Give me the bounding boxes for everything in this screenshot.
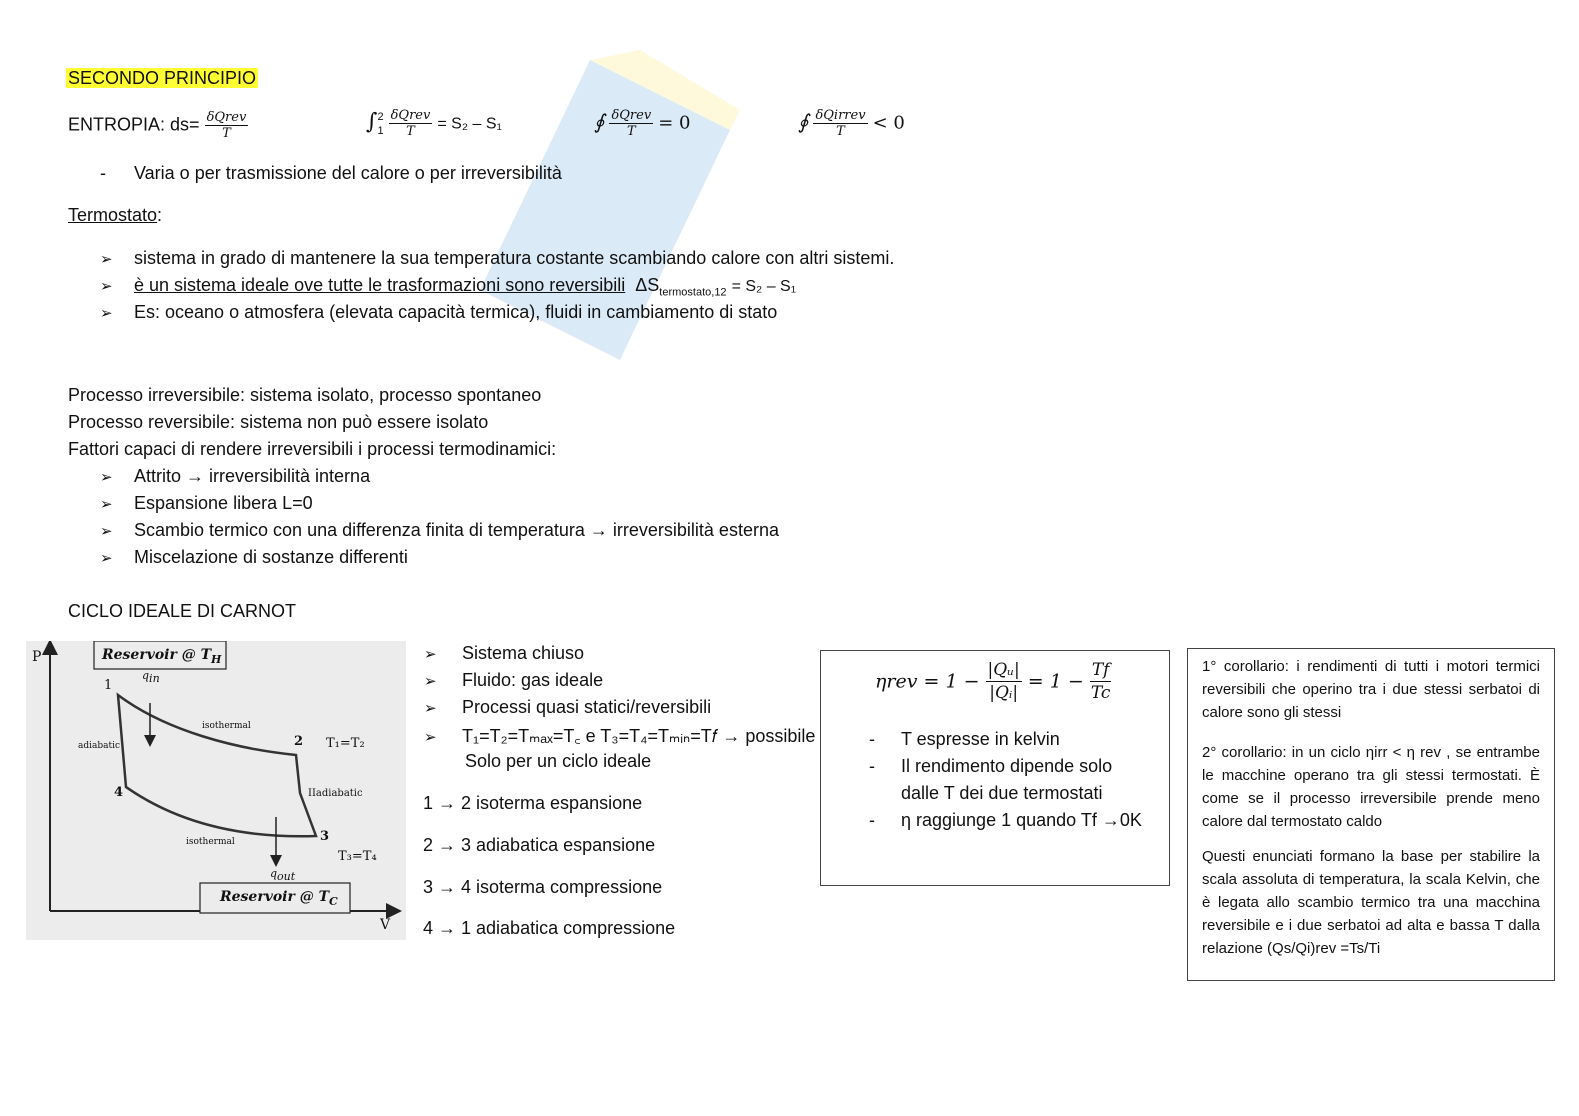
carnot-feature-cont: Solo per un ciclo ideale bbox=[465, 751, 652, 771]
efficiency-bullet: - Il rendimento dipende solo bbox=[869, 756, 1113, 776]
adiabatic-right-label: IIadiabatic bbox=[308, 788, 363, 799]
entropy-definition bbox=[68, 110, 248, 141]
termostato-heading: Termostato: bbox=[68, 205, 163, 225]
arrow-bullet-icon: ➢ bbox=[424, 673, 437, 690]
fattore-item: ➢ Miscelazione di sostanze differenti bbox=[100, 547, 408, 567]
arrow-bullet-icon: ➢ bbox=[100, 305, 113, 322]
page-title: SECONDO PRINCIPIO bbox=[68, 68, 257, 88]
corollario-2: 2° corollario: in un ciclo ηirr < η rev , se entrambe le macchine operano tra gli stessi termostati. È come se il processo irreversibile prende meno calore dal termostato caldo bbox=[1202, 744, 1540, 830]
arrow-bullet-icon: ➢ bbox=[100, 469, 113, 486]
point-2: 2 bbox=[294, 734, 304, 749]
carnot-heading: CICLO IDEALE DI CARNOT bbox=[68, 601, 297, 621]
efficiency-formula: ηrev = 1 − $\frac{\text{|Qᵤ|}}{\text{|Qᵢ|}}$ = 1 − $\frac{Tf}{Tc}$ bbox=[875, 660, 1111, 703]
efficiency-box bbox=[820, 650, 1170, 886]
carnot-step: 1 → 2 isoterma espansione bbox=[423, 793, 643, 813]
t34-label: T₃=T₄ bbox=[338, 849, 377, 864]
fattore-item: ➢ Scambio termico con una differenza finita di temperatura → irreversibilità esterna bbox=[100, 520, 779, 540]
efficiency-bullet: - η raggiunge 1 quando Tf →0K bbox=[869, 810, 1142, 830]
scala-kelvin-note: Questi enunciati formano la base per stabilire la scala assoluta di temperatura, la scala Kelvin, che è legata allo scambio termico tra una macchina reversibile e i due serbatoi ad alta e bassa T dalla relazione (Qs/Qi)rev =Ts/Ti bbox=[1202, 848, 1540, 957]
axis-v-label: V bbox=[380, 917, 391, 933]
entropy-label: ENTROPIA: ds= bbox=[68, 114, 200, 135]
entropy-fraction: $\frac{\text{δQrev}}{T}$ bbox=[206, 110, 247, 141]
fattore-item: ➢ Espansione libera L=0 bbox=[100, 493, 313, 513]
arrow-bullet-icon: ➢ bbox=[424, 729, 437, 746]
processo-reversibile: Processo reversibile: sistema non può essere isolato bbox=[68, 412, 489, 432]
efficiency-bullet: - T espresse in kelvin bbox=[869, 729, 1060, 749]
entropy-bullet: - Varia o per trasmissione del calore o per irreversibilità bbox=[100, 163, 562, 183]
adiabatic-left-label: adiabatic bbox=[78, 741, 121, 751]
isothermal-bottom-label: isothermal bbox=[186, 837, 235, 847]
arrow-bullet-icon: ➢ bbox=[100, 278, 113, 295]
cyclic-reversible-integral: ∮ $\frac{\text{δQrev}}{T}$ = 0 bbox=[594, 108, 691, 139]
carnot-feature: ➢ Sistema chiuso bbox=[424, 643, 585, 663]
corollari-box bbox=[1187, 648, 1555, 981]
t12-label: T₁=T₂ bbox=[326, 736, 365, 751]
termostato-item-2: ➢ è un sistema ideale ove tutte le trasformazioni sono reversibili $\Delta S_{termostato,12} = S_2 - S_1$ bbox=[100, 275, 797, 299]
arrow-bullet-icon: ➢ bbox=[100, 550, 113, 567]
carnot-step: 3 → 4 isoterma compressione bbox=[423, 877, 663, 897]
arrow-bullet-icon: ➢ bbox=[424, 700, 437, 717]
reservoir-cold-label: Reservoir @ $T_C$ bbox=[220, 889, 338, 908]
arrow-bullet-icon: ➢ bbox=[100, 496, 113, 513]
reservoir-hot-label: Reservoir @ $T_H$ bbox=[102, 647, 222, 666]
processo-irreversibile: Processo irreversibile: sistema isolato, processo spontaneo bbox=[68, 385, 542, 405]
fattore-item: ➢ Attrito → irreversibilità interna bbox=[100, 466, 371, 486]
cyclic-irreversible-integral: ∮ $\frac{\text{δQirrev}}{T}$ < 0 bbox=[798, 108, 905, 139]
carnot-pv-diagram bbox=[26, 641, 406, 940]
termostato-item-1: ➢ sistema in grado di mantenere la sua temperatura costante scambiando calore con altri sistemi. bbox=[100, 248, 895, 268]
carnot-feature: ➢ Fluido: gas ideale bbox=[424, 670, 604, 690]
cycle-curve bbox=[118, 695, 316, 836]
q-in-label: $q_{in}$ bbox=[142, 669, 160, 686]
arrow-bullet-icon: ➢ bbox=[100, 523, 113, 540]
arrow-bullet-icon: ➢ bbox=[100, 251, 113, 268]
arrow-bullet-icon: ➢ bbox=[424, 646, 437, 663]
point-3: 3 bbox=[320, 829, 330, 844]
carnot-step: 2 → 3 adiabatica espansione bbox=[423, 835, 656, 855]
q-out-label: $q_{out}$ bbox=[270, 867, 296, 884]
carnot-feature: ➢ Processi quasi statici/reversibili bbox=[424, 697, 712, 717]
carnot-feature: ➢ T₁=T₂=Tₘₐₓ=T꜀ e T₃=T₄=Tₘᵢₙ=T𝑓 → possibile bbox=[424, 726, 816, 746]
point-4: 4 bbox=[114, 785, 124, 800]
corollario-1: 1° corollario: i rendimenti di tutti i motori termici reversibili che operino tra i due stessi serbatoi di calore sono gli stessi bbox=[1202, 658, 1540, 721]
carnot-step: 4 → 1 adiabatica compressione bbox=[423, 918, 676, 938]
efficiency-bullet-cont: dalle T dei due termostati bbox=[901, 783, 1103, 803]
fattori-heading: Fattori capaci di rendere irreversibili i processi termodinamici: bbox=[68, 439, 557, 459]
isothermal-top-label: isothermal bbox=[202, 721, 251, 731]
axis-p-label: P bbox=[32, 649, 42, 665]
entropy-integral: ∫ 2 1 $\frac{\text{δQrev}}{T}$ = S₂ – S₁ bbox=[366, 108, 502, 139]
point-1: 1 bbox=[104, 678, 113, 693]
termostato-item-3: ➢ Es: oceano o atmosfera (elevata capacità termica), fluidi in cambiamento di stato bbox=[100, 302, 778, 322]
